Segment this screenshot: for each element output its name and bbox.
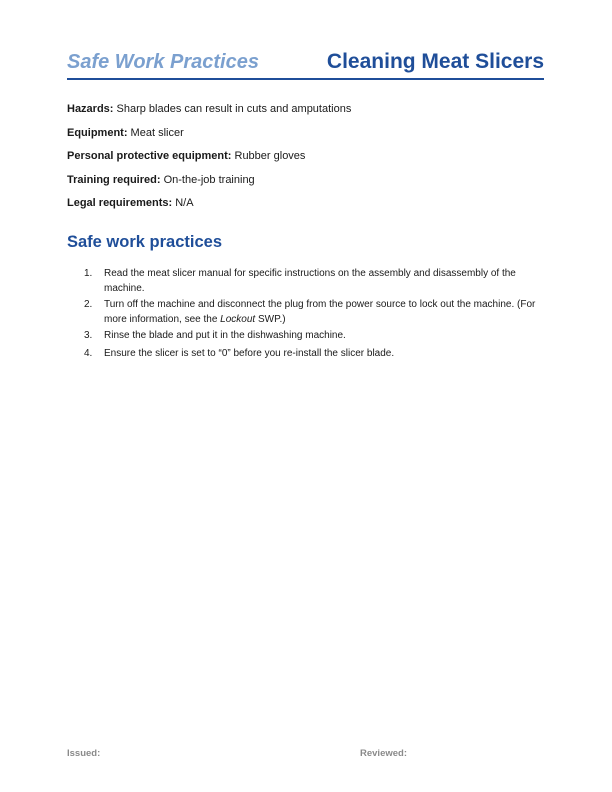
list-number: 2. [84,299,93,310]
list-text: Turn off the machine and disconnect the plug from the power source to lock out the machine. (For more information, see the Lockout SWP.) [104,299,536,325]
field-equipment [67,127,184,139]
section-title: Safe work practices [67,233,222,251]
document-header [67,50,544,80]
field-value: Rubber gloves [231,150,306,162]
field-ppe [67,150,305,162]
field-legal [67,197,194,209]
list-item [84,346,544,361]
field-value: Meat slicer [127,127,184,139]
field-label: Personal protective equipment: [67,150,232,162]
header-document-title: Cleaning Meat Slicers [326,50,544,73]
footer-reviewed: Reviewed: [360,748,407,759]
field-training [67,174,255,186]
list-text: Rinse the blade and put it in the dishwashing machine. [104,330,346,341]
field-label: Equipment: [67,127,128,139]
list-item [84,266,544,296]
list-item [84,328,544,343]
list-item [84,297,544,327]
field-label: Legal requirements: [67,197,173,209]
field-hazards [67,103,351,115]
field-label: Hazards: [67,103,114,115]
list-text: Read the meat slicer manual for specific instructions on the assembly and disassembly of the machine. [104,268,516,294]
field-value: N/A [172,197,194,209]
header-category-title: Safe Work Practices [67,51,259,73]
field-value: Sharp blades can result in cuts and amputations [113,103,352,115]
list-text: Ensure the slicer is set to “0” before you re-install the slicer blade. [104,348,395,359]
list-number: 4. [84,348,93,359]
lockout-reference: Lockout [220,314,256,325]
field-label: Training required: [67,174,161,186]
field-value: On-the-job training [160,174,255,186]
list-number: 1. [84,268,93,279]
list-number: 3. [84,330,93,341]
footer-issued: Issued: [67,748,101,759]
